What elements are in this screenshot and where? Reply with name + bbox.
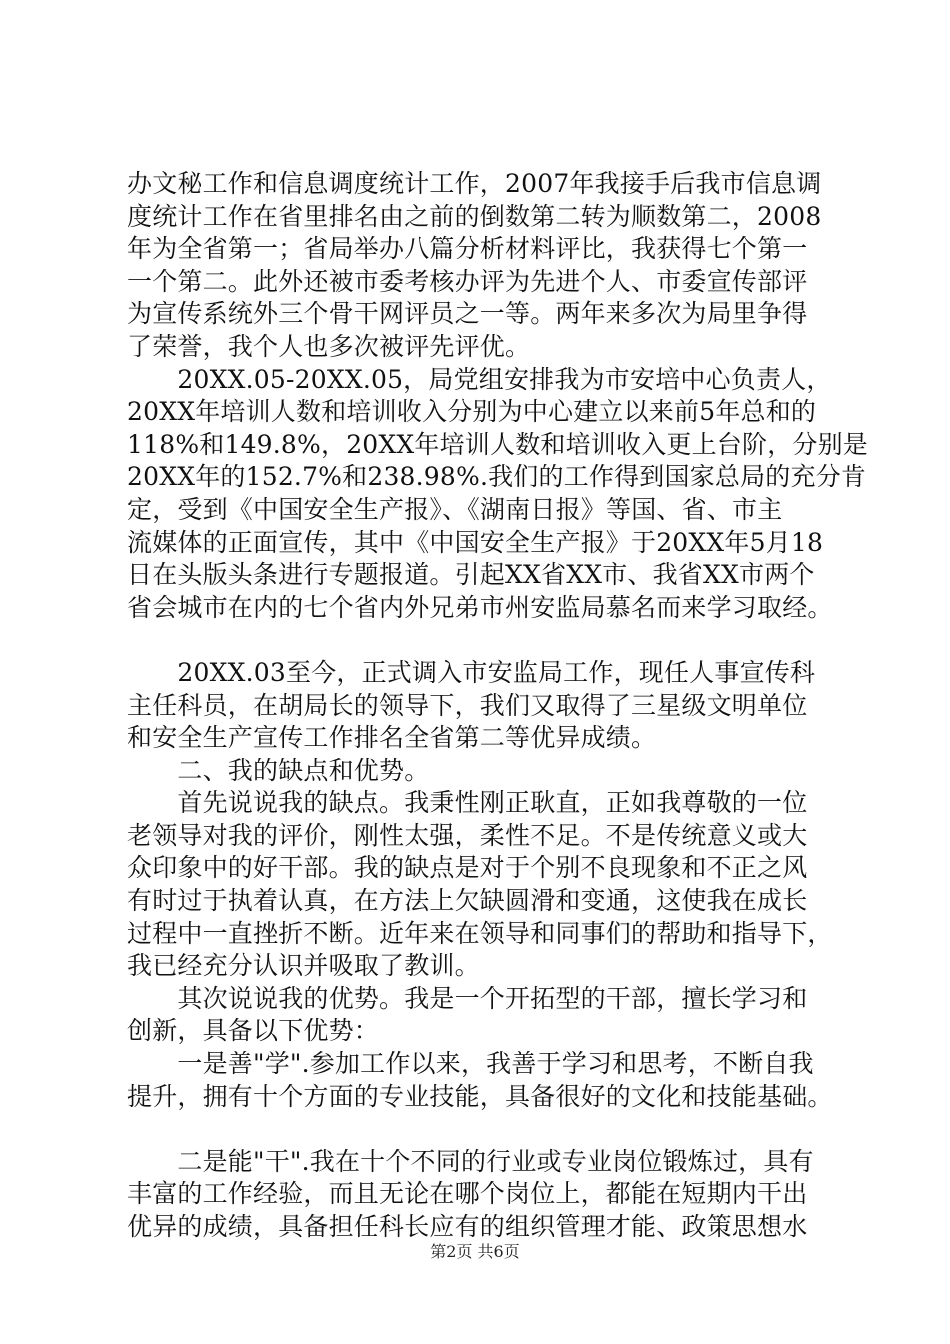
text-line: 年为全省第一；省局举办八篇分析材料评比，我获得七个第一 xyxy=(127,234,808,264)
paragraph-gap xyxy=(127,624,847,657)
text-line: 和安全生产宣传工作排名全省第二等优异成绩。 xyxy=(127,723,657,753)
text-line: 定，受到《中国安全生产报》、《湖南日报》等国、省、市主 xyxy=(127,494,783,524)
text-line: 度统计工作在省里排名由之前的倒数第二转为顺数第二，2008 xyxy=(127,201,822,231)
text-line: 丰富的工作经验，而且无论在哪个岗位上，都能在短期内干出 xyxy=(127,1179,808,1209)
page-footer xyxy=(0,1239,950,1262)
text-line: 20XX年的152.7%和238.98%.我们的工作得到国家总局的充分肯 xyxy=(127,462,867,492)
text-line: 20XX年培训人数和培训收入分别为中心建立以来前5年总和的 xyxy=(127,397,817,427)
paragraph-gap xyxy=(127,1113,847,1146)
text-line: 首先说说我的缺点。我秉性刚正耿直，正如我尊敬的一位 xyxy=(127,788,808,818)
text-line: 创新，具备以下优势： xyxy=(127,1016,380,1046)
text-line: 为宣传系统外三个骨干网评员之一等。两年来多次为局里争得 xyxy=(127,299,808,329)
document-body xyxy=(127,168,869,1244)
text-line: 日在头版头条进行专题报道。引起XX省XX市、我省XX市两个 xyxy=(127,560,815,590)
text-line: 二是能"干".我在十个不同的行业或专业岗位锻炼过，具有 xyxy=(127,1146,814,1176)
text-line: 省会城市在内的七个省内外兄弟市州安监局慕名而来学习取经。 xyxy=(127,592,833,622)
text-line: 我已经充分认识并吸取了教训。 xyxy=(127,951,480,981)
text-line: 办文秘工作和信息调度统计工作，2007年我接手后我市信息调 xyxy=(127,169,822,198)
text-line: 20XX.03至今，正式调入市安监局工作，现任人事宣传科 xyxy=(127,657,816,687)
text-line: 主任科员，在胡局长的领导下，我们又取得了三星级文明单位 xyxy=(127,690,808,720)
text-line: 有时过于执着认真，在方法上欠缺圆滑和变通，这使我在成长 xyxy=(127,886,808,916)
text-line: 了荣誉，我个人也多次被评先评优。 xyxy=(127,331,531,361)
text-line: 过程中一直挫折不断。近年来在领导和同事们的帮助和指导下， xyxy=(127,918,833,948)
section-heading: 二、我的缺点和优势。 xyxy=(127,755,430,785)
text-line: 流媒体的正面宣传，其中《中国安全生产报》于20XX年5月18 xyxy=(127,527,824,557)
text-line: 一是善"学".参加工作以来，我善于学习和思考，不断自我 xyxy=(127,1049,814,1079)
text-line: 众印象中的好干部。我的缺点是对于个别不良现象和不正之风 xyxy=(127,853,808,883)
text-line: 提升，拥有十个方面的专业技能，具备很好的文化和技能基础。 xyxy=(127,1081,833,1111)
text-line: 118%和149.8%，20XX年培训人数和培训收入更上台阶，分别是 xyxy=(127,429,869,459)
text-line: 20XX.05-20XX.05，局党组安排我为市安培中心负责人， xyxy=(127,364,832,394)
text-line: 优异的成绩，具备担任科长应有的组织管理才能、政策思想水 xyxy=(127,1212,808,1241)
text-line: 一个第二。此外还被市委考核办评为先进个人、市委宣传部评 xyxy=(127,266,808,296)
page-number-label: 第2页 共6页 xyxy=(430,1242,520,1261)
text-line: 老领导对我的评价，刚性太强，柔性不足。不是传统意义或大 xyxy=(127,820,808,850)
text-line: 其次说说我的优势。我是一个开拓型的干部，擅长学习和 xyxy=(127,983,808,1013)
